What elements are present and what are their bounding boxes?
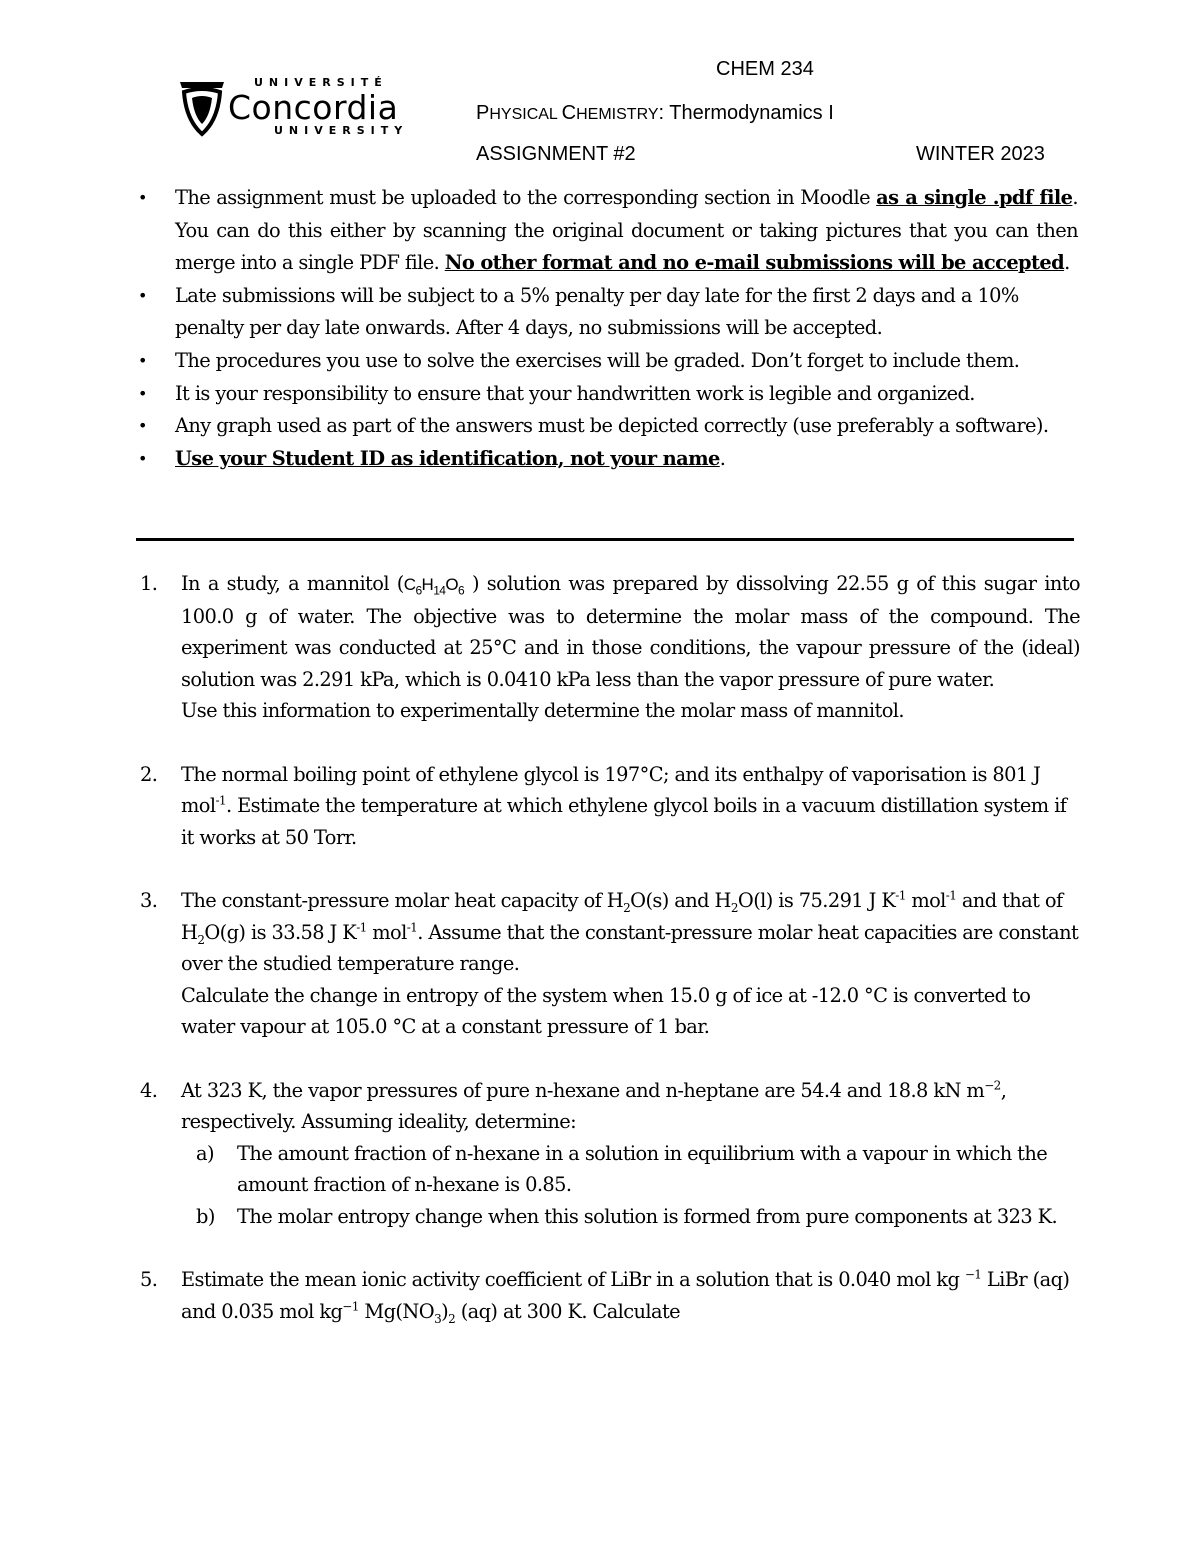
course-code: CHEM 234	[716, 58, 814, 80]
assignment-number: ASSIGNMENT #2	[476, 143, 636, 165]
question-number: 3.	[140, 888, 158, 912]
questions-list	[140, 568, 1080, 1327]
course-subject: PHYSICAL CHEMISTRY: Thermodynamics I	[476, 102, 834, 124]
concordia-shield-icon	[178, 76, 226, 138]
sub-question-label: b)	[196, 1204, 215, 1228]
logo-top-text: UNIVERSITÉ	[254, 76, 388, 89]
question-5: 5. Estimate the mean ionic activity coefficient of LiBr in a solution that is 0.040 mol kg $^{-1}$ LiBr (aq) and 0.035 mol $kg^{-1}$ $Mg(NO_3)_2$ (aq) at 300 K. Calculate	[140, 1264, 1080, 1327]
bullet: •	[138, 416, 147, 436]
instruction-item: • The procedures you use to solve the exercises will be graded. Don’t forget to include them.	[138, 345, 1078, 378]
instruction-item: • Use your Student ID as identification, not your name.	[138, 443, 1078, 476]
question-number: 5.	[140, 1268, 158, 1292]
instruction-item: • Any graph used as part of the answers must be depicted correctly (use preferably a software).	[138, 410, 1078, 443]
instruction-item: • The assignment must be uploaded to the corresponding section in Moodle as a single .pdf file. You can do this either by scanning the original document or taking pictures that you can then merge into a single PDF file. No other format and no e-mail submissions will be accepted.	[138, 182, 1078, 280]
question-4a: a) The amount fraction of n-hexane in a solution in equilibrium with a vapour in which the amount fraction of n-hexane is 0.85.	[181, 1138, 1080, 1201]
question-4: 4. At 323 K, the vapor pressures of pure n-hexane and n-heptane are 54.4 and 18.8 kN $m^{-2}$, respectively. Assuming ideality, determine: a) The amount fraction of n-hexane in a solution in equilibrium with a vapour in which the amount fraction of n-hexane is 0.85. b) The molar entropy change when this solution is formed from pure components at 323 K.	[140, 1075, 1080, 1233]
bullet: •	[138, 350, 147, 370]
bullet: •	[138, 448, 147, 468]
concordia-logo	[178, 72, 438, 142]
instructions-list	[138, 182, 1078, 475]
section-divider	[136, 538, 1074, 541]
logo-wordmark: Concordia	[228, 88, 399, 127]
term-label: WINTER 2023	[916, 143, 1045, 165]
question-2: 2. The normal boiling point of ethylene glycol is 197°C; and its enthalpy of vaporisation is 801 J mol$^{-1}$. Estimate the temperature at which ethylene glycol boils in a vacuum distillation system if it works at 50 Torr.	[140, 759, 1080, 854]
sub-question-label: a)	[196, 1141, 214, 1165]
bullet: •	[138, 383, 147, 403]
question-number: 1.	[140, 572, 158, 595]
question-4b: b) The molar entropy change when this solution is formed from pure components at 323 K.	[181, 1201, 1080, 1233]
instruction-item: • It is your responsibility to ensure that your handwritten work is legible and organized.	[138, 378, 1078, 411]
logo-bottom-text: UNIVERSITY	[274, 124, 409, 137]
instruction-item: • Late submissions will be subject to a 5% penalty per day late for the first 2 days and a 10% penalty per day late onwards. After 4 days, no submissions will be accepted.	[138, 280, 1078, 345]
bullet: •	[138, 188, 147, 207]
bullet: •	[138, 285, 147, 305]
question-number: 2.	[140, 762, 158, 786]
question-number: 4.	[140, 1078, 158, 1102]
question-1: 1. In a study, a mannitol ($C_6H_{14}O_6$ ) solution was prepared by dissolving 22.55 g of this sugar into 100.0 g of water. The objective was to determine the molar mass of the compound. The experiment was conducted at 25°C and in those conditions, the vapour pressure of the (ideal) solution was 2.291 kPa, which is 0.0410 kPa less than the vapor pressure of pure water. Use this information to experimentally determine the molar mass of mannitol.	[140, 568, 1080, 727]
question-3: 3. The constant-pressure molar heat capacity of $H_2O(s)$ and $H_2O(l)$ is 75.291 J $K^{-1}$ mol$^{-1}$ and that of $H_2O(g)$ is 33.58 J $K^{-1}$ mol$^{-1}$. Assume that the constant-pressure molar heat capacities are constant over the studied temperature range. Calculate the change in entropy of the system when 15.0 g of ice at -12.0 °C is converted to water vapour at 105.0 °C at a constant pressure of 1 bar.	[140, 885, 1080, 1043]
